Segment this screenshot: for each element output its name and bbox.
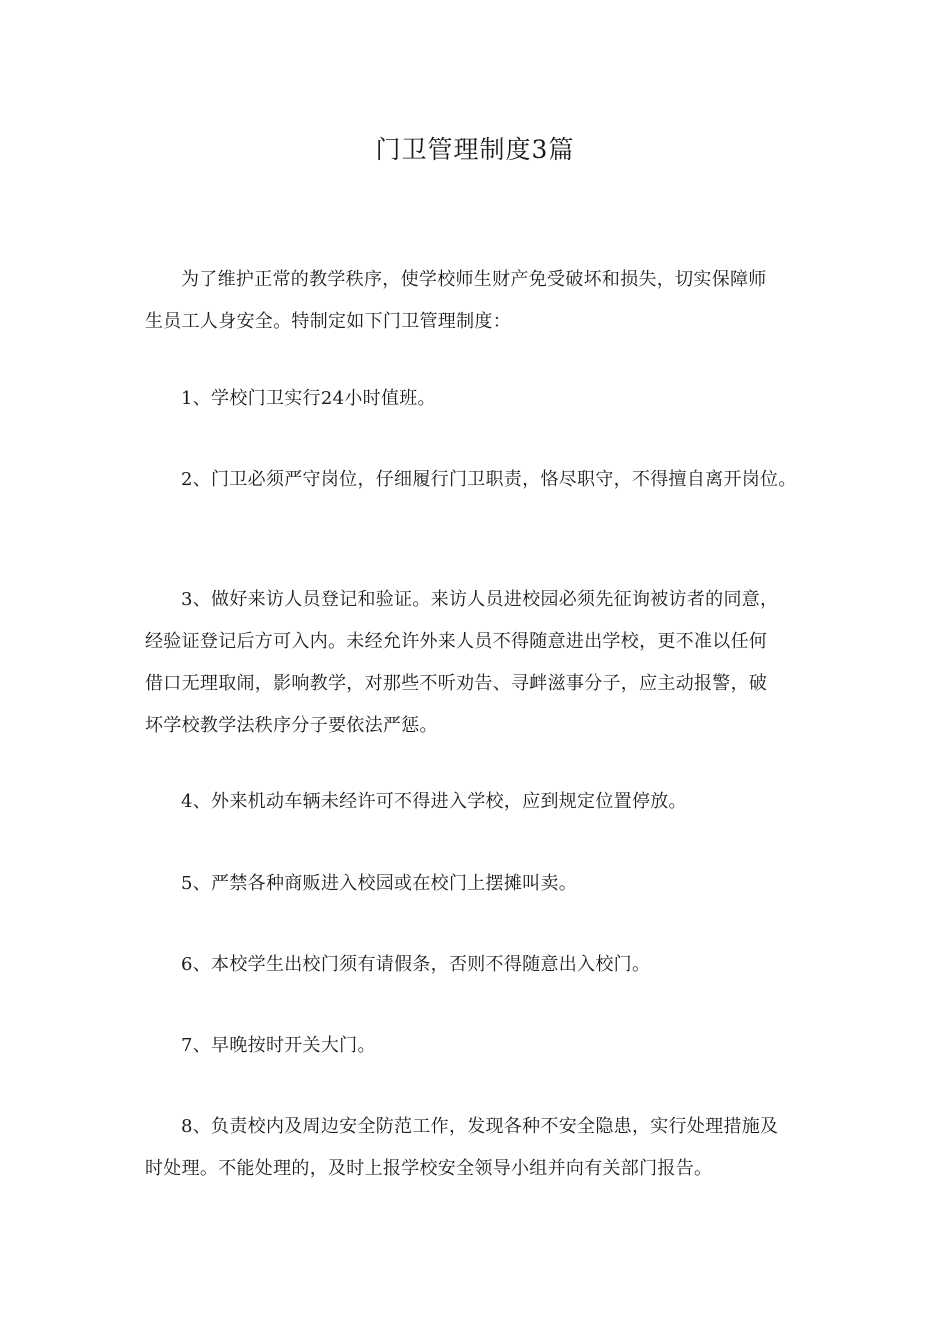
paragraph-rule-8 <box>145 1106 815 1190</box>
paragraph-rule-7 <box>145 1025 815 1067</box>
paragraph-line: 7、早晚按时开关大门。 <box>181 1035 376 1056</box>
paragraph-line: 1、学校门卫实行24小时值班。 <box>181 388 436 409</box>
paragraph-rule-2 <box>145 459 815 501</box>
paragraph-rule-1 <box>145 378 815 420</box>
paragraph-line: 8、负责校内及周边安全防范工作，发现各种不安全隐患，实行处理措施及 <box>181 1116 779 1137</box>
paragraph-line: 3、做好来访人员登记和验证。来访人员进校园必须先征询被访者的同意， <box>181 589 779 610</box>
paragraph-line: 坏学校教学法秩序分子要依法严惩。 <box>145 715 438 736</box>
paragraph-line: 6、本校学生出校门须有请假条，否则不得随意出入校门。 <box>181 954 651 975</box>
paragraph-rule-6 <box>145 944 815 986</box>
paragraph-intro <box>145 259 815 343</box>
paragraph-line: 5、严禁各种商贩进入校园或在校门上摆摊叫卖。 <box>181 873 578 894</box>
paragraph-line: 借口无理取闹，影响教学，对那些不听劝告、寻衅滋事分子，应主动报警，破 <box>145 673 768 694</box>
paragraph-rule-4 <box>145 781 815 823</box>
paragraph-rule-5 <box>145 863 815 905</box>
paragraph-line: 为了维护正常的教学秩序，使学校师生财产免受破坏和损失，切实保障师 <box>181 269 767 290</box>
document-title: 门卫管理制度3篇 <box>375 135 575 164</box>
paragraph-line: 时处理。不能处理的，及时上报学校安全领导小组并向有关部门报告。 <box>145 1158 713 1179</box>
paragraph-line: 生员工人身安全。特制定如下门卫管理制度： <box>145 311 511 332</box>
paragraph-line: 经验证登记后方可入内。未经允许外来人员不得随意进出学校，更不准以任何 <box>145 631 768 652</box>
paragraph-line: 2、门卫必须严守岗位，仔细履行门卫职责，恪尽职守，不得擅自离开岗位。 <box>181 469 797 490</box>
paragraph-rule-3 <box>145 579 815 747</box>
paragraph-line: 4、外来机动车辆未经许可不得进入学校，应到规定位置停放。 <box>181 791 687 812</box>
